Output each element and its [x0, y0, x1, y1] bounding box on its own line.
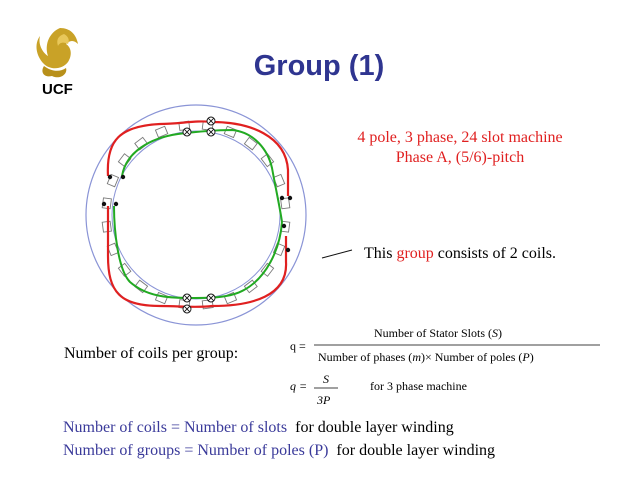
groups-poles-black: for double layer winding	[328, 442, 496, 459]
note-prefix: This	[364, 245, 397, 262]
denominator-m: m	[412, 350, 421, 364]
note-group-word: group	[396, 245, 434, 262]
three-phase-formula	[290, 372, 467, 407]
q2-numerator: S	[323, 372, 329, 386]
coils-slots-blue: Number of coils = Number of slots	[63, 419, 288, 436]
group-note	[364, 245, 556, 263]
note-suffix: consists of 2 coils.	[433, 245, 556, 262]
svg-text:Number of Stator Slots (S)	[374, 326, 502, 340]
coil-terminals	[102, 175, 292, 252]
coils-slots-black: for double layer winding	[287, 419, 454, 436]
stator-slots	[102, 121, 290, 309]
stator-bore-circle	[112, 131, 280, 299]
current-into-page-mark	[207, 294, 215, 302]
coils-slots-statement	[63, 419, 454, 437]
group-pointer-line	[322, 250, 352, 258]
stator-slot	[224, 126, 236, 137]
numerator-end: )	[498, 326, 502, 340]
current-into-page-mark	[183, 128, 191, 136]
stator-slot	[102, 221, 111, 232]
groups-poles-statement	[63, 442, 495, 460]
machine-description	[320, 128, 600, 168]
coils-per-group-label: Number of coils per group:	[64, 345, 239, 362]
q2-note: for 3 phase machine	[370, 379, 467, 393]
q2-denominator: 3P	[317, 393, 331, 407]
q2-symbol: q =	[290, 379, 308, 393]
coils-per-group-formula	[290, 326, 600, 364]
logo-text: UCF	[42, 81, 73, 96]
machine-line-2: Phase A, (5/6)-pitch	[395, 149, 525, 166]
red-coil	[108, 121, 288, 306]
current-direction-marks	[183, 117, 215, 313]
numerator-var: S	[492, 326, 498, 340]
current-into-page-mark	[207, 128, 215, 136]
page-title: Group (1)	[253, 50, 385, 82]
machine-line-1: 4 pole, 3 phase, 24 slot machine	[357, 129, 563, 146]
denominator-b: )× Number of poles (	[420, 350, 523, 364]
current-into-page-mark	[183, 294, 191, 302]
current-into-page-mark	[183, 305, 191, 313]
stator-slot	[155, 292, 167, 303]
groups-poles-blue: Number of groups = Number of poles (P)	[63, 442, 329, 459]
svg-text:Number of phases (m)× Number	[318, 350, 534, 364]
q-symbol: q =	[290, 339, 306, 353]
current-into-page-mark	[207, 117, 215, 125]
numerator-text: Number of Stator Slots (	[374, 326, 492, 340]
denominator-end: )	[529, 350, 534, 364]
denominator-p: P	[522, 350, 530, 364]
denominator-a: Number of phases (	[318, 350, 413, 364]
